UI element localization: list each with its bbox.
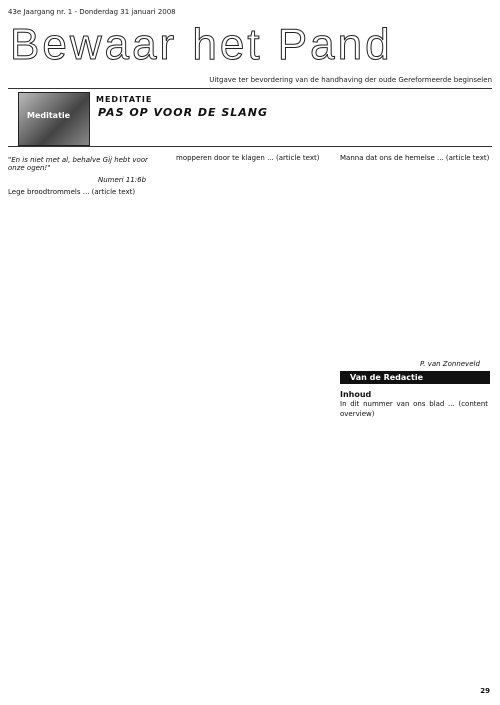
- meditatie-label: MEDITATIE: [96, 95, 153, 104]
- inhoud-heading: Inhoud: [340, 390, 372, 399]
- article-column-1: Lege broodtrommels ... (article text): [8, 188, 136, 196]
- section-bar: [340, 371, 490, 384]
- bible-reference: Numeri 11:6b: [98, 176, 147, 184]
- meditatie-heading: PAS OP VOOR DE SLANG: [98, 106, 269, 119]
- meditatie-image: [18, 92, 90, 146]
- section-bar-label: Van de Redactie: [350, 373, 424, 382]
- section-rule: [8, 146, 492, 147]
- meditatie-logo-text: Meditatie: [27, 111, 71, 120]
- article-column-2: mopperen door te klagen ... (article text): [176, 154, 320, 162]
- issue-line: 43e Jaargang nr. 1 - Donderdag 31 januari 2008: [8, 8, 176, 16]
- author-signature: P. van Zonneveld: [420, 360, 480, 368]
- masthead-title: Bewaar het Pand: [10, 20, 393, 69]
- masthead: [8, 16, 492, 74]
- page-number: 29: [480, 687, 490, 695]
- top-rule: [8, 88, 492, 89]
- article-column-3: Manna dat ons de hemelse ... (article text): [340, 154, 490, 162]
- bible-quote: "En is niet met al, behalve Gij hebt voor onze ogen!": [8, 156, 148, 172]
- masthead-subtitle: Uitgave ter bevordering van de handhaving der oude Gereformeerde beginselen: [209, 76, 492, 84]
- redactie-column: In dit nummer van ons blad ... (content overview): [340, 400, 488, 418]
